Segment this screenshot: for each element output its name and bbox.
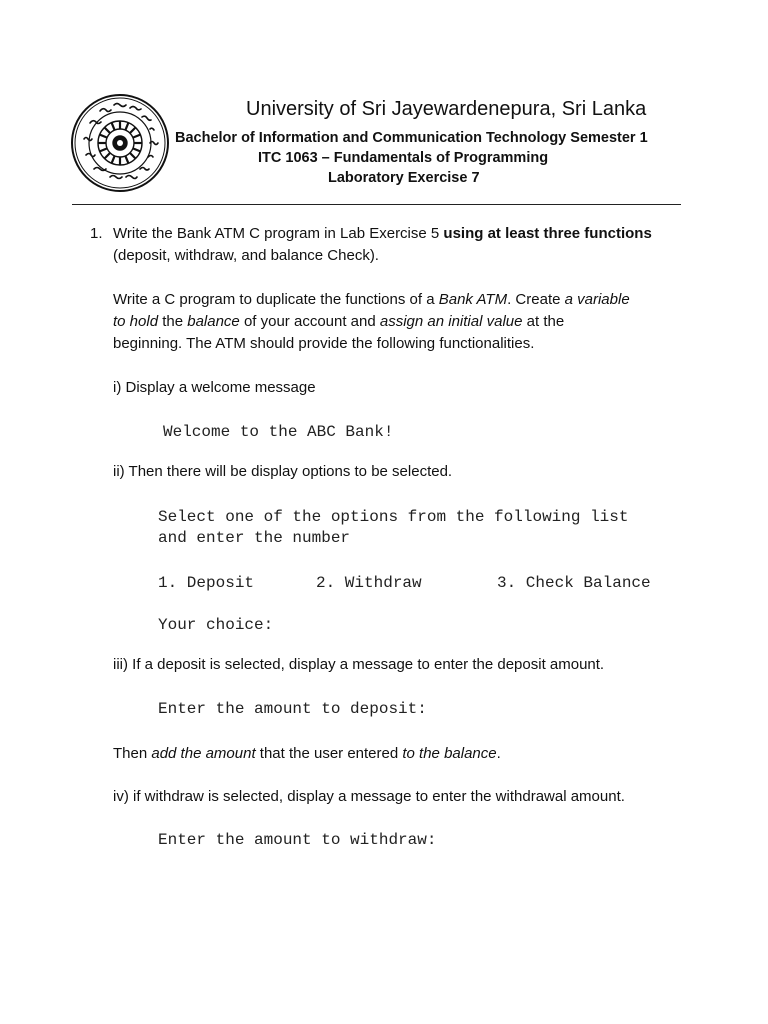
option-withdraw-code: 2. Withdraw: [316, 574, 422, 592]
description-italic: a variable: [564, 291, 630, 308]
question-line-1: [113, 223, 652, 245]
description-italic: Bank ATM: [438, 291, 508, 308]
university-name: University of Sri Jayewardenepura, Sri Lanka: [246, 98, 647, 120]
description-italic: to hold: [113, 313, 159, 330]
header-divider: [72, 204, 681, 205]
description-text: at the: [522, 313, 565, 330]
question-number: 1.: [90, 225, 103, 242]
instruction-italic: add the amount: [151, 745, 256, 762]
instruction-text: Then: [113, 745, 152, 762]
welcome-message-code: Welcome to the ABC Bank!: [163, 423, 394, 441]
step-i: i) Display a welcome message: [113, 379, 316, 396]
degree-title: Bachelor of Information and Communication Technology Semester 1: [175, 130, 648, 146]
select-prompt-code-2: and enter the number: [158, 529, 351, 547]
option-deposit-code: 1. Deposit: [158, 574, 255, 592]
instruction-text: .: [496, 745, 501, 762]
description-text: . Create: [507, 291, 565, 308]
university-seal-logo: [70, 93, 170, 193]
description-italic: assign an initial value: [379, 313, 523, 330]
description-line-3: beginning. The ATM should provide the following functionalities.: [113, 335, 535, 352]
deposit-instruction: [113, 743, 501, 765]
instruction-text: that the user entered: [255, 745, 403, 762]
question-text: Write the Bank ATM C program in Lab Exercise 5: [113, 225, 444, 242]
description-text: Write a C program to duplicate the functions of a: [113, 291, 439, 308]
step-iv: iv) if withdraw is selected, display a message to enter the withdrawal amount.: [113, 788, 625, 805]
instruction-italic: to the balance: [402, 745, 497, 762]
choice-prompt-code: Your choice:: [158, 616, 274, 634]
description-text: of your account and: [239, 313, 380, 330]
question-line-2: (deposit, withdraw, and balance Check).: [113, 247, 379, 264]
select-prompt-code-1: Select one of the options from the following list: [158, 508, 629, 526]
step-iii: iii) If a deposit is selected, display a message to enter the deposit amount.: [113, 656, 605, 673]
question-emphasis: using at least three functions: [443, 225, 652, 242]
description-text: the: [158, 313, 188, 330]
description-italic: balance: [187, 313, 240, 330]
step-ii: ii) Then there will be display options to be selected.: [113, 463, 453, 480]
course-title: ITC 1063 – Fundamentals of Programming: [258, 150, 549, 166]
deposit-prompt-code: Enter the amount to deposit:: [158, 700, 427, 718]
description-line-1: [113, 289, 630, 311]
option-balance-code: 3. Check Balance: [497, 574, 651, 592]
description-line-2: [113, 311, 564, 333]
lab-title: Laboratory Exercise 7: [328, 170, 480, 186]
withdraw-prompt-code: Enter the amount to withdraw:: [158, 831, 437, 849]
